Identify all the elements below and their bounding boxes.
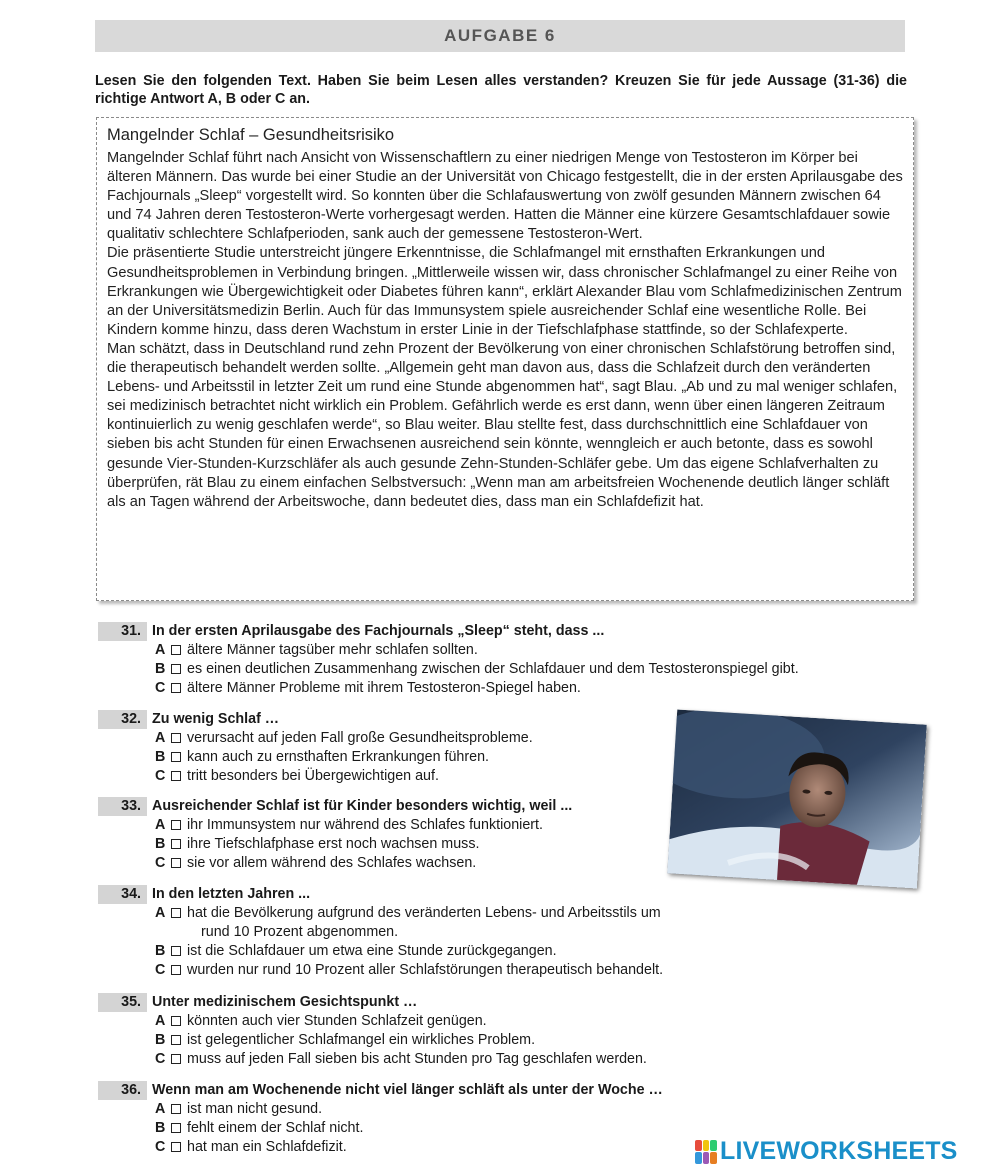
option-b[interactable] <box>155 1031 535 1050</box>
checkbox-icon[interactable] <box>171 771 181 781</box>
checkbox-icon[interactable] <box>171 965 181 975</box>
option-text-line: ihre Tiefschlafphase erst noch wachsen muss. <box>187 836 480 852</box>
option-c[interactable] <box>155 767 439 786</box>
question-number: 31. <box>98 622 147 641</box>
checkbox-icon[interactable] <box>171 1123 181 1133</box>
option-text <box>187 748 489 767</box>
option-text <box>187 1100 322 1119</box>
option-text-line: ist man nicht gesund. <box>187 1101 323 1117</box>
option-b[interactable] <box>155 1119 363 1138</box>
option-letter: B <box>155 1032 166 1048</box>
option-text-line: hat man ein Schlafdefizit. <box>187 1139 347 1155</box>
option-text <box>187 835 479 854</box>
option-text-line: verursacht auf jeden Fall große Gesundheitsprobleme. <box>187 730 533 746</box>
option-c[interactable] <box>155 679 581 698</box>
option-letter: C <box>155 855 166 871</box>
option-text-line: muss auf jeden Fall sieben bis acht Stunden pro Tag geschlafen werden. <box>187 1051 647 1067</box>
option-text-line: ist gelegentlicher Schlafmangel ein wirkliches Problem. <box>187 1032 536 1048</box>
option-text <box>187 854 476 873</box>
option-text-line: tritt besonders bei Übergewichtigen auf. <box>187 768 439 784</box>
instruction-text: Lesen Sie den folgenden Text. Haben Sie beim Lesen alles verstanden? Kreuzen Sie für jede Aussage (31-36) die richtige Antwort A, B oder C an. <box>95 73 907 107</box>
checkbox-icon[interactable] <box>171 839 181 849</box>
option-text-line: fehlt einem der Schlaf nicht. <box>187 1120 364 1136</box>
question-text: In der ersten Aprilausgabe des Fachjournals „Sleep“ steht, dass ... <box>152 623 605 639</box>
option-text <box>187 816 543 835</box>
question-number: 35. <box>98 993 147 1012</box>
checkbox-icon[interactable] <box>171 1054 181 1064</box>
option-text-line: ihr Immunsystem nur während des Schlafes funktioniert. <box>187 817 543 833</box>
option-letter: A <box>155 730 166 746</box>
option-c[interactable] <box>155 961 663 980</box>
option-text-line: kann auch zu ernsthaften Erkrankungen führen. <box>187 749 490 765</box>
option-a[interactable] <box>155 729 533 748</box>
checkbox-icon[interactable] <box>171 752 181 762</box>
option-letter: C <box>155 680 166 696</box>
question-text: In den letzten Jahren ... <box>152 886 311 902</box>
option-text <box>187 660 799 679</box>
option-letter: B <box>155 749 166 765</box>
option-text <box>187 1031 535 1050</box>
reading-text-box <box>96 117 914 601</box>
checkbox-icon[interactable] <box>171 1016 181 1026</box>
logo-grid-icon <box>695 1140 717 1164</box>
option-text <box>187 1138 347 1157</box>
checkbox-icon[interactable] <box>171 946 181 956</box>
checkbox-icon[interactable] <box>171 820 181 830</box>
option-text-line: hat die Bevölkerung aufgrund des veränderten Lebens- und Arbeitsstils um <box>187 905 661 921</box>
checkbox-icon[interactable] <box>171 1142 181 1152</box>
checkbox-icon[interactable] <box>171 683 181 693</box>
reading-paragraph-1: Mangelnder Schlaf führt nach Ansicht von Wissenschaftlern zu einer niedrigen Menge von Testosteron im Körper bei älteren Männern. Das wurde bei einer Studie an der Universität von Chicago festgestellt, die in der ersten Aprilausgabe des Fachjournals „Sleep“ vorgestellt wird. So konnten über die Schlafauswertung von zwölf gesunden Männern zwischen 64 und 74 Jahren deren Testosteron-Werte vorhergesagt werden. Hatten die Männer eine kürzere Gesamtschlafdauer sowie qualitativ schlechtere Schlafperioden, sank auch der gemessene Testosteron-Wert. <box>107 150 903 243</box>
option-a[interactable] <box>155 904 661 942</box>
option-text <box>187 1119 363 1138</box>
option-b[interactable] <box>155 660 799 679</box>
reading-text-title: Mangelnder Schlaf – Gesundheitsrisiko <box>107 126 395 144</box>
option-letter: A <box>155 1013 166 1029</box>
checkbox-icon[interactable] <box>171 645 181 655</box>
option-letter: A <box>155 642 166 658</box>
option-text <box>187 1050 647 1069</box>
option-letter: A <box>155 817 166 833</box>
option-b[interactable] <box>155 835 479 854</box>
option-letter: C <box>155 1139 166 1155</box>
question-number: 36. <box>98 1081 147 1100</box>
option-a[interactable] <box>155 816 543 835</box>
question-text: Wenn man am Wochenende nicht viel länger schläft als unter der Woche … <box>152 1082 663 1098</box>
question-text: Ausreichender Schlaf ist für Kinder besonders wichtig, weil ... <box>152 798 573 814</box>
option-letter: A <box>155 1101 166 1117</box>
question-number: 32. <box>98 710 147 729</box>
option-letter: C <box>155 768 166 784</box>
option-text <box>187 942 557 961</box>
option-letter: B <box>155 661 166 677</box>
option-text-line: es einen deutlichen Zusammenhang zwischen der Schlafdauer und dem Testosteronspiegel gibt. <box>187 661 799 677</box>
option-text-line: ist die Schlafdauer um etwa eine Stunde zurückgegangen. <box>187 943 557 959</box>
option-a[interactable] <box>155 641 478 660</box>
checkbox-icon[interactable] <box>171 1035 181 1045</box>
option-text-line: könnten auch vier Stunden Schlafzeit genügen. <box>187 1013 487 1029</box>
option-letter: B <box>155 943 166 959</box>
liveworksheets-logo <box>695 1137 958 1166</box>
option-text <box>187 1012 487 1031</box>
option-letter: C <box>155 1051 166 1067</box>
option-letter: C <box>155 962 166 978</box>
option-text <box>187 729 533 748</box>
checkbox-icon[interactable] <box>171 664 181 674</box>
option-text <box>187 679 581 698</box>
option-text <box>187 641 478 660</box>
sleepless-man-photo <box>667 710 927 889</box>
option-a[interactable] <box>155 1012 487 1031</box>
reading-paragraph-2: Die präsentierte Studie unterstreicht jüngere Erkenntnisse, die Schlafmangel mit ernsthaften Erkrankungen und Gesundheitsproblemen in Verbindung bringen. „Mittlerweile wissen wir, dass chronischer Schlafmangel zu einer Reihe von Erkrankungen wie Übergewichtigkeit oder Diabetes führen kann“, erklärt Alexander Blau vom Schlafmedizinischen Zentrum an der Universitätsmedizin Berlin. Auch für das Immunsystem spiele ausreichender Schlaf eine wesentliche Rolle. Bei Kindern komme hinzu, dass deren Wachstum in erster Linie in der Tiefschlafphase stattfinde, so der Schlafexperte. <box>107 245 902 338</box>
option-text-line: ältere Männer tagsüber mehr schlafen sollten. <box>187 642 478 658</box>
option-letter: B <box>155 836 166 852</box>
option-text <box>187 961 663 980</box>
checkbox-icon[interactable] <box>171 1104 181 1114</box>
checkbox-icon[interactable] <box>171 858 181 868</box>
question-text: Zu wenig Schlaf … <box>152 711 280 727</box>
option-c[interactable] <box>155 1138 347 1157</box>
option-text-line: sie vor allem während des Schlafes wachsen. <box>187 855 477 871</box>
option-text <box>187 767 439 786</box>
question-number: 34. <box>98 885 147 904</box>
option-text-line: rund 10 Prozent abgenommen. <box>201 924 399 940</box>
reading-paragraph-3: Man schätzt, dass in Deutschland rund zehn Prozent der Bevölkerung von einer chronischen Schlafstörung betroffen sind, die therapeutisch behandelt werden sollte. „Allgemein geht man davon aus, dass die Schlafzeit durch den veränderten Lebens- und Arbeitsstil in letzter Zeit um rund eine Stunde abgenommen hat“, sagt Blau. „Ab und zu mal weniger schlafen, sei medizinisch betrachtet nicht wirklich ein Problem. Gefährlich werde es erst dann, wenn über einen längeren Zeitraum kontinuierlich zu wenig geschlafen werde“, so Blau weiter. Blau stellte fest, dass durchschnittlich eine Schlafdauer von sieben bis acht Stunden für einen Erwachsenen ausreichend sein könnte, wenngleich er auch betonte, dass es sowohl gesunde Vier-Stunden-Kurzschläfer als auch gesunde Zehn-Stunden-Schläfer gebe. Um das eigene Schlafverhalten zu überprüfen, rät Blau zu einem einfachen Selbstversuch: „Wenn man am arbeitsfreien Wochenende deutlich länger schläft als an Tagen während der Arbeitswoche, dann bedeutet dies, dass man ein Schlafdefizit hat. <box>107 340 898 510</box>
checkbox-icon[interactable] <box>171 908 181 918</box>
option-letter: B <box>155 1120 166 1136</box>
photo-illustration <box>667 710 927 889</box>
checkbox-icon[interactable] <box>171 733 181 743</box>
option-letter: A <box>155 905 166 921</box>
option-b[interactable] <box>155 942 557 961</box>
section-title: AUFGABE 6 <box>444 26 556 45</box>
question-number: 33. <box>98 797 147 816</box>
option-text-line: ältere Männer Probleme mit ihrem Testosteron-Spiegel haben. <box>187 680 581 696</box>
question-text: Unter medizinischem Gesichtspunkt … <box>152 994 418 1010</box>
section-header <box>95 20 905 52</box>
option-c[interactable] <box>155 854 476 873</box>
option-text-line: wurden nur rund 10 Prozent aller Schlafstörungen therapeutisch behandelt. <box>187 962 664 978</box>
option-text <box>187 904 661 942</box>
option-a[interactable] <box>155 1100 322 1119</box>
option-c[interactable] <box>155 1050 647 1069</box>
option-b[interactable] <box>155 748 489 767</box>
logo-text: LIVEWORKSHEETS <box>720 1137 958 1165</box>
